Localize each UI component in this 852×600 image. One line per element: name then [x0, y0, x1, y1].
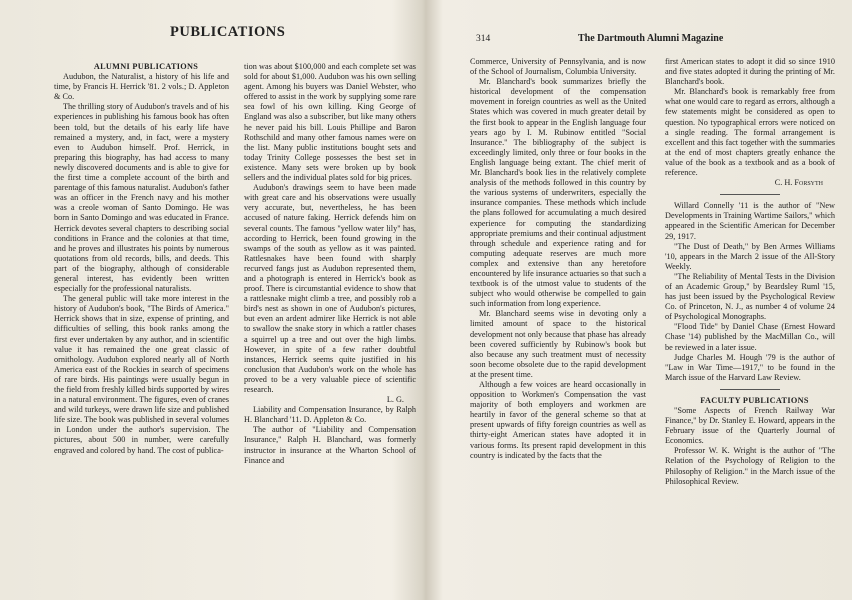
page-title: PUBLICATIONS	[170, 24, 286, 40]
section-heading-alumni: ALUMNI PUBLICATIONS	[93, 62, 199, 71]
paragraph: Willard Connelly '11 is the author of "New Developments in Training Wartime Sailors," which appeared in the Scientific American for December 29, 1917.	[665, 201, 835, 241]
paragraph: The author of "Liability and Compensation Insurance," Ralph H. Blanchard, was formerly instructor in insurance at the Wharton School of Finance and	[244, 425, 416, 465]
paragraph: Mr. Blanchard's book is remarkably free from what one would care to regard as errors, although a few statements might be considered as open to question. No typographical errors were noticed on a single reading. The formal arrangement is excellent and this fact together with the summaries at the end of most chapters greatly enhance the value of the book as a textbook and as a book of reference.	[665, 87, 835, 178]
paragraph: "Flood Tide" by Daniel Chase (Ernest Howard Chase '14) published by the MacMillan Co., will be reviewed in a later issue.	[665, 322, 835, 352]
divider	[720, 389, 780, 390]
paragraph: Although a few voices are heard occasionally in opposition to Workmen's Compensation the vast majority of both employers and workmen are heartily in favor of the general scheme so that at present upwards of fifty foreign countries as well as thirty-eight American states have adopted it in various forms. Its present rapid development in this country is indicated by the facts that the	[470, 380, 646, 460]
paragraph: The general public will take more interest in the history of Audubon's book, "The Birds of America." Herrick shows that in size, expense of printing, and difficulties of selling, this book ranks among the first ever undertaken by any author, and in scientific value it has remained the one great classic of ornithology. Audubon explored nearly all of North America east of the Rockies in search of specimens of rare birds. His paintings were usually begun in the field from freshly killed birds supported by wires in a natural environment. The figures, even of cranes and wild turkeys, were drawn life size and published life size. The book was published in several volumes in London under the author's supervision. The pictures, about 500 in number, were carefully engraved and colored by hand. The cost of publica-	[54, 294, 229, 455]
paragraph: "Some Aspects of French Railway War Finance," by Dr. Stanley E. Howard, appears in the February issue of the Quarterly Journal of Economics.	[665, 406, 835, 446]
right-column-1	[470, 57, 646, 461]
left-column-1	[54, 62, 229, 456]
paragraph: Commerce, University of Pennsylvania, and is now of the School of Journalism, Columbia University.	[470, 57, 646, 77]
paragraph: Mr. Blanchard's book summarizes briefly the historical development of the compensation movement in foreign countries as well as the United States which was covered in much greater detail by the first book to appear in the English language four years ago by I. M. Rubinow entitled "Social Insurance." The bibliography of the subject is exceedingly limited, only three or four books in the English language being extant. The chief merit of Mr. Blanchard's book lies in the relatively complete analysis of the methods followed in this country by the various systems of underwriters, especially the insurance companies. These methods which include the plans followed for accumulating a much desired experience for computing the standardizing appropriate premiums and their continual adjustment through schedule and experience rating and for computing adequate reserves are much more complex and extensive than any heretofore encountered by life insurance actuaries so that such a textbook is of the utmost value to students of the subject who would otherwise be compelled to gain such information from long experience.	[470, 77, 646, 309]
paragraph: Mr. Blanchard seems wise in devoting only a limited amount of space to the historical development not only because that phase has already been covered sufficiently by Rubinow's book but also because any such treatment must of necessity soon become obsolete due to the rapid development at the present time.	[470, 309, 646, 379]
paragraph: tion was about $100,000 and each complete set was sold for about $1,000. Audubon was his own selling agent. Among his buyers was Daniel Webster, who offered to assist in the work by supplying some rare sea fowl of his own killing. King George of England was also a subscriber, but like many others he never paid his bill. Louis Phillipe and Baron Rothschild and many other famous names were on the list. Many public institutions bought sets and today Trinity College possesses the best set in existence. Many sets were broken up by book sellers and the individual plates sold for big prices.	[244, 62, 416, 183]
paragraph: "The Reliability of Mental Tests in the Division of an Academic Group," by Beardsley Ruml '15, has just been issued by the Psychological Review Co. of Princeton, N. J., as number 4 of volume 24 of Psychological Monographs.	[665, 271, 835, 322]
paragraph: "The Dust of Death," by Ben Armes Williams '10, appears in the March 2 issue of the All-Story Weekly.	[665, 241, 835, 271]
running-head: The Dartmouth Alumni Magazine	[578, 33, 724, 44]
paragraph: Professor W. K. Wright is the author of "The Relation of the Psychology of Religion to the Philosophy of Religion." in the March issue of the Philosophical Review.	[665, 446, 835, 486]
left-column-2	[244, 62, 416, 466]
paragraph: Liability and Compensation Insurance, by Ralph H. Blanchard '11. D. Appleton & Co.	[244, 405, 416, 425]
section-heading-faculty: FACULTY PUBLICATIONS	[700, 395, 809, 405]
review-signature: L. G.	[386, 395, 404, 405]
paragraph: first American states to adopt it did so since 1910 and five states adopted it during the printing of Mr. Blanchard's book.	[665, 57, 835, 87]
divider	[720, 194, 780, 195]
review-signature: C. H. Forsyth	[774, 178, 823, 188]
page-number: 314	[476, 34, 491, 44]
paragraph: Judge Charles M. Hough '79 is the author of "Law in War Time—1917," to be found in the March issue of the Harvard Law Review.	[665, 352, 835, 382]
paragraph: Audubon's drawings seem to have been made with great care and his observations were usually very accurate, but, nevertheless, he has been accused of nature faking. Herrick defends him on several counts. The famous "yellow water lily" has, according to Herrick, been found growing in the swamps of the south as yellow as it was painted. Rattlesnakes have been found with sharply recurved fangs just as Audubon represented them, and a photograph is entered in Herrick's book as proof. There is circumstantial evidence to show that a rattlesnake might climb a tree, and possibly rob a bird's nest as shown in one of Audubon's pictures, but even an ardent admirer like Herrick is not able to swallow the snake story in which a rattler chases a squirrel up a tree and out over the high limbs. However, in spite of a few rather doubtful instances, Herrick seems quite justified in his conclusion that Audubon's work on the whole has proved to be a very valuable piece of scientific research.	[244, 183, 416, 394]
paragraph: The thrilling story of Audubon's travels and of his experiences in publishing his famous book has often been told, but the details of his early life have remained a mystery, and, in fact, were a mystery even to Audubon himself. Prof. Herrick, in preparing this biography, has had access to many newly discovered documents and is able to give for the first time a complete account of the birth and parentage of this famous naturalist. Audubon's father was an officer in the French navy and his mother was a creole woman of Santo Domingo. He was born in Santo Domingo and was educated in France. Herrick devotes several chapters to describing social conditions in France and the colonies at that time, and he proves and illustrates his points by numerous quotations from old records, bills, and deeds. This part of the biography, although of considerable general interest, has evidently been written especially for the professional naturalists.	[54, 102, 229, 294]
paragraph: Audubon, the Naturalist, a history of his life and time, by Francis H. Herrick '81. 2 vols.; D. Appleton & Co.	[54, 72, 229, 102]
right-column-2	[665, 57, 835, 487]
